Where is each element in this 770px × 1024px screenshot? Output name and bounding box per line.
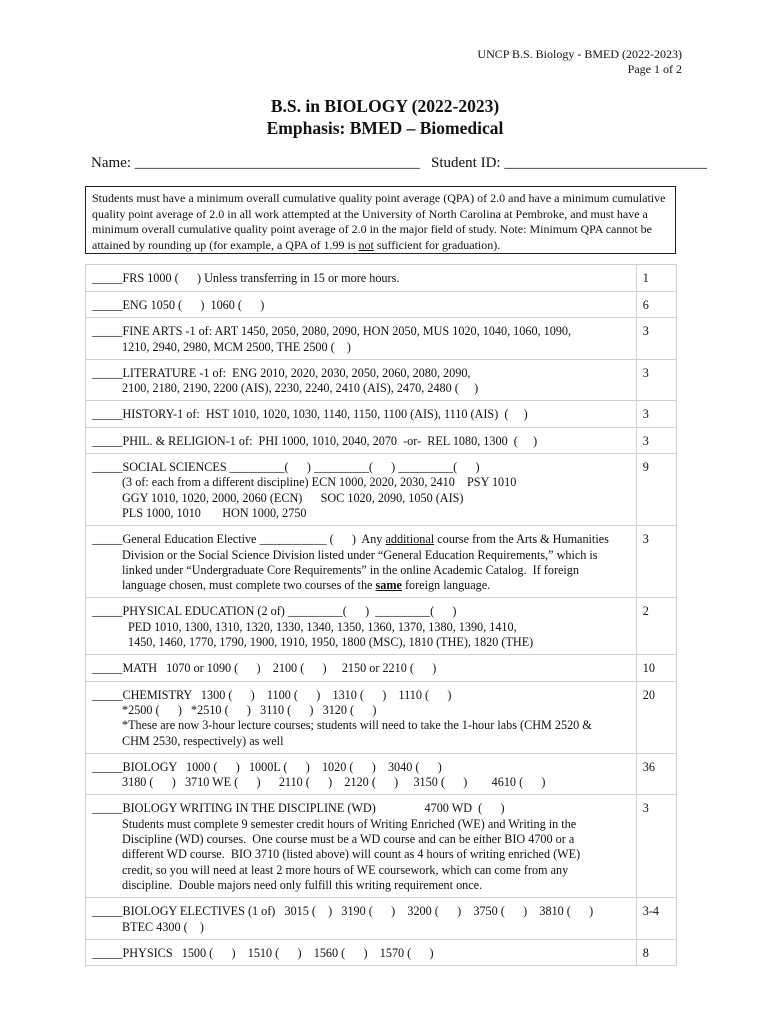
credits-literature: 3 <box>636 359 676 401</box>
credits-chemistry: 20 <box>636 681 676 753</box>
literature-line-2: 2100, 2180, 2190, 2200 (AIS), 2230, 2240, 2410 (AIS), 2470, 2480 ( ) <box>122 381 479 396</box>
requirement-desc-physics <box>86 939 637 965</box>
name-label: Name: <box>91 155 131 171</box>
requirement-desc-chemistry <box>86 681 637 753</box>
page-header <box>477 47 682 77</box>
program-header: UNCP B.S. Biology - BMED (2022-2023) <box>477 47 682 61</box>
requirement-desc-eng <box>86 292 637 318</box>
notice-emphasis: not <box>358 237 374 252</box>
notice-text-1: Students must have a minimum overall cumulative quality point average (QPA) of 2.0 and have a minimum cumulative quality point average of 2.0 in all work attempted at the University of North Carolina at Pembroke, and must have a minimum overall cumulative quality point average of 2.0 in the major field of study. Note: Minimum QPA cannot be attained by rounding up (for example, a QPA of 1.99 is <box>92 191 666 252</box>
requirement-desc-fine-arts <box>86 318 637 360</box>
writing-line-1[interactable]: _____BIOLOGY WRITING IN THE DISCIPLINE (WD) 4700 WD ( ) <box>92 801 505 816</box>
requirement-desc-electives <box>86 898 637 940</box>
fine-arts-line-2: 1210, 2940, 2980, MCM 2500, THE 2500 ( ) <box>122 339 351 354</box>
gen-ed-line-1[interactable] <box>92 532 630 547</box>
chemistry-line-3: *These are now 3-hour lecture courses; students will need to take the 1-hour labs (CHM 2520 & <box>122 718 592 733</box>
fine-arts-line-1[interactable]: _____FINE ARTS -1 of: ART 1450, 2050, 2080, 2090, HON 2050, MUS 1020, 1040, 1060, 1090, <box>92 324 572 339</box>
requirement-desc-pe <box>86 598 637 655</box>
requirement-row-eng <box>86 292 677 318</box>
writing-line-2: Students must complete 9 semester credit hours of Writing Enriched (WE) and Writing in the <box>122 816 577 831</box>
requirement-row-fine-arts <box>86 318 677 360</box>
requirement-desc-writing <box>86 795 637 898</box>
gen-ed-additional: additional <box>385 532 435 547</box>
credits-history: 3 <box>636 401 676 427</box>
credits-social: 9 <box>636 454 676 526</box>
requirement-row-social <box>86 454 677 526</box>
eng-text[interactable]: _____ENG 1050 ( ) 1060 ( ) <box>92 298 265 312</box>
requirement-desc-social <box>86 454 637 526</box>
requirements-table <box>85 264 677 966</box>
gen-ed-pre: _____General Education Elective ___________ ( ) Any <box>92 532 386 547</box>
page-number: Page 1 of 2 <box>627 62 682 76</box>
pe-line-2: PED 1010, 1300, 1310, 1320, 1330, 1340, 1350, 1360, 1370, 1380, 1390, 1410, <box>128 619 517 634</box>
biology-line-2[interactable]: 3180 ( ) 3710 WE ( ) 2110 ( ) 2120 ( ) 3150 ( ) 4610 ( ) <box>122 775 546 790</box>
qpa-notice <box>85 186 676 254</box>
gen-ed-post: course from the Arts & Humanities <box>434 532 609 547</box>
biology-line-1[interactable]: _____BIOLOGY 1000 ( ) 1000L ( ) 1020 ( ) 3040 ( ) <box>92 759 442 774</box>
requirement-row-gen-ed <box>86 526 677 598</box>
social-line-3: GGY 1010, 1020, 2000, 2060 (ECN) SOC 1020, 2090, 1050 (AIS) <box>122 490 464 505</box>
requirement-row-physics <box>86 939 677 965</box>
document-title <box>0 95 770 139</box>
writing-line-6: discipline. Double majors need only fulfill this writing requirement once. <box>122 877 483 892</box>
gen-ed-same: same <box>375 578 402 593</box>
pe-line-1[interactable]: _____PHYSICAL EDUCATION (2 of) _________( ) _________( ) <box>92 604 457 619</box>
credits-gen-ed: 3 <box>636 526 676 598</box>
gen-ed-line-2: Division or the Social Science Division listed under “General Education Requirements,” which is <box>122 547 598 562</box>
requirement-row-literature <box>86 359 677 401</box>
credits-pe: 2 <box>636 598 676 655</box>
credits-fine-arts: 3 <box>636 318 676 360</box>
requirement-desc-phil <box>86 427 637 453</box>
requirement-row-writing <box>86 795 677 898</box>
history-text[interactable]: _____HISTORY-1 of: HST 1010, 1020, 1030, 1140, 1150, 1100 (AIS), 1110 (AIS) ( ) <box>92 407 528 422</box>
gen-ed-line-4-pre: language chosen, must complete two courses of the <box>122 578 376 593</box>
electives-line-1[interactable]: _____BIOLOGY ELECTIVES (1 of) 3015 ( ) 3190 ( ) 3200 ( ) 3750 ( ) 3810 ( ) <box>92 904 594 919</box>
requirement-desc-gen-ed <box>86 526 637 598</box>
requirement-desc-frs <box>86 265 637 292</box>
gen-ed-line-4 <box>92 578 630 593</box>
social-line-1[interactable]: _____SOCIAL SCIENCES _________( ) _________( ) _________( ) <box>92 460 480 475</box>
requirement-row-chemistry <box>86 681 677 753</box>
writing-line-4: different WD course. BIO 3710 (listed above) will count as 4 hours of writing enriched (WE) <box>122 847 581 862</box>
chemistry-line-4: CHM 2530, respectively) as well <box>122 733 284 748</box>
credits-frs: 1 <box>636 265 676 292</box>
requirement-desc-biology <box>86 753 637 795</box>
social-line-2: (3 of: each from a different discipline) ECN 1000, 2020, 2030, 2410 PSY 1010 <box>122 475 517 490</box>
credits-writing: 3 <box>636 795 676 898</box>
chemistry-line-2[interactable]: *2500 ( ) *2510 ( ) 3110 ( ) 3120 ( ) <box>122 702 377 717</box>
title-line-2: Emphasis: BMED – Biomedical <box>266 118 504 138</box>
requirement-desc-literature <box>86 359 637 401</box>
credits-eng: 6 <box>636 292 676 318</box>
credits-electives: 3-4 <box>636 898 676 940</box>
credits-math: 10 <box>636 655 676 681</box>
requirement-row-pe <box>86 598 677 655</box>
student-id-field[interactable]: ___________________________ <box>504 155 707 171</box>
student-id-label: Student ID: <box>430 155 501 171</box>
title-line-1: B.S. in BIOLOGY (2022-2023) <box>270 96 500 116</box>
physics-text[interactable]: _____PHYSICS 1500 ( ) 1510 ( ) 1560 ( ) 1570 ( ) <box>92 945 434 960</box>
credits-biology: 36 <box>636 753 676 795</box>
requirement-desc-math <box>86 655 637 681</box>
notice-text-2: sufficient for graduation). <box>373 237 501 252</box>
requirement-row-history <box>86 401 677 427</box>
literature-line-1[interactable]: _____LITERATURE -1 of: ENG 2010, 2020, 2030, 2050, 2060, 2080, 2090, <box>92 365 471 380</box>
math-text[interactable]: _____MATH 1070 or 1090 ( ) 2100 ( ) 2150 or 2210 ( ) <box>92 661 437 676</box>
requirement-row-biology <box>86 753 677 795</box>
writing-line-3: Discipline (WD) courses. One course must be a WD course and can be either BIO 4700 or a <box>122 832 575 847</box>
chemistry-line-1[interactable]: _____CHEMISTRY 1300 ( ) 1100 ( ) 1310 ( ) 1110 ( ) <box>92 687 452 702</box>
gen-ed-line-4-post: foreign language. <box>401 578 491 593</box>
electives-line-2[interactable]: BTEC 4300 ( ) <box>122 919 204 934</box>
frs-text[interactable]: _____FRS 1000 ( ) Unless transferring in 15 or more hours. <box>92 271 400 285</box>
social-line-4: PLS 1000, 1010 HON 1000, 2750 <box>122 505 307 520</box>
credits-phil: 3 <box>636 427 676 453</box>
student-info-line <box>91 155 707 172</box>
requirement-row-math <box>86 655 677 681</box>
name-field[interactable]: ______________________________________ <box>134 155 420 171</box>
phil-text[interactable]: _____PHIL. & RELIGION-1 of: PHI 1000, 1010, 2040, 2070 -or- REL 1080, 1300 ( ) <box>92 433 538 448</box>
requirement-row-phil <box>86 427 677 453</box>
requirement-row-electives <box>86 898 677 940</box>
pe-line-3: 1450, 1460, 1770, 1790, 1900, 1910, 1950, 1800 (MSC), 1810 (THE), 1820 (THE) <box>128 635 534 650</box>
writing-line-5: credit, so you will need at least 2 more hours of WE coursework, which can come from any <box>122 862 569 877</box>
requirement-row-frs <box>86 265 677 292</box>
credits-physics: 8 <box>636 939 676 965</box>
gen-ed-line-3: linked under “Undergraduate Core Requirements” in the online Academic Catalog. If foreign <box>122 562 579 577</box>
requirement-desc-history <box>86 401 637 427</box>
